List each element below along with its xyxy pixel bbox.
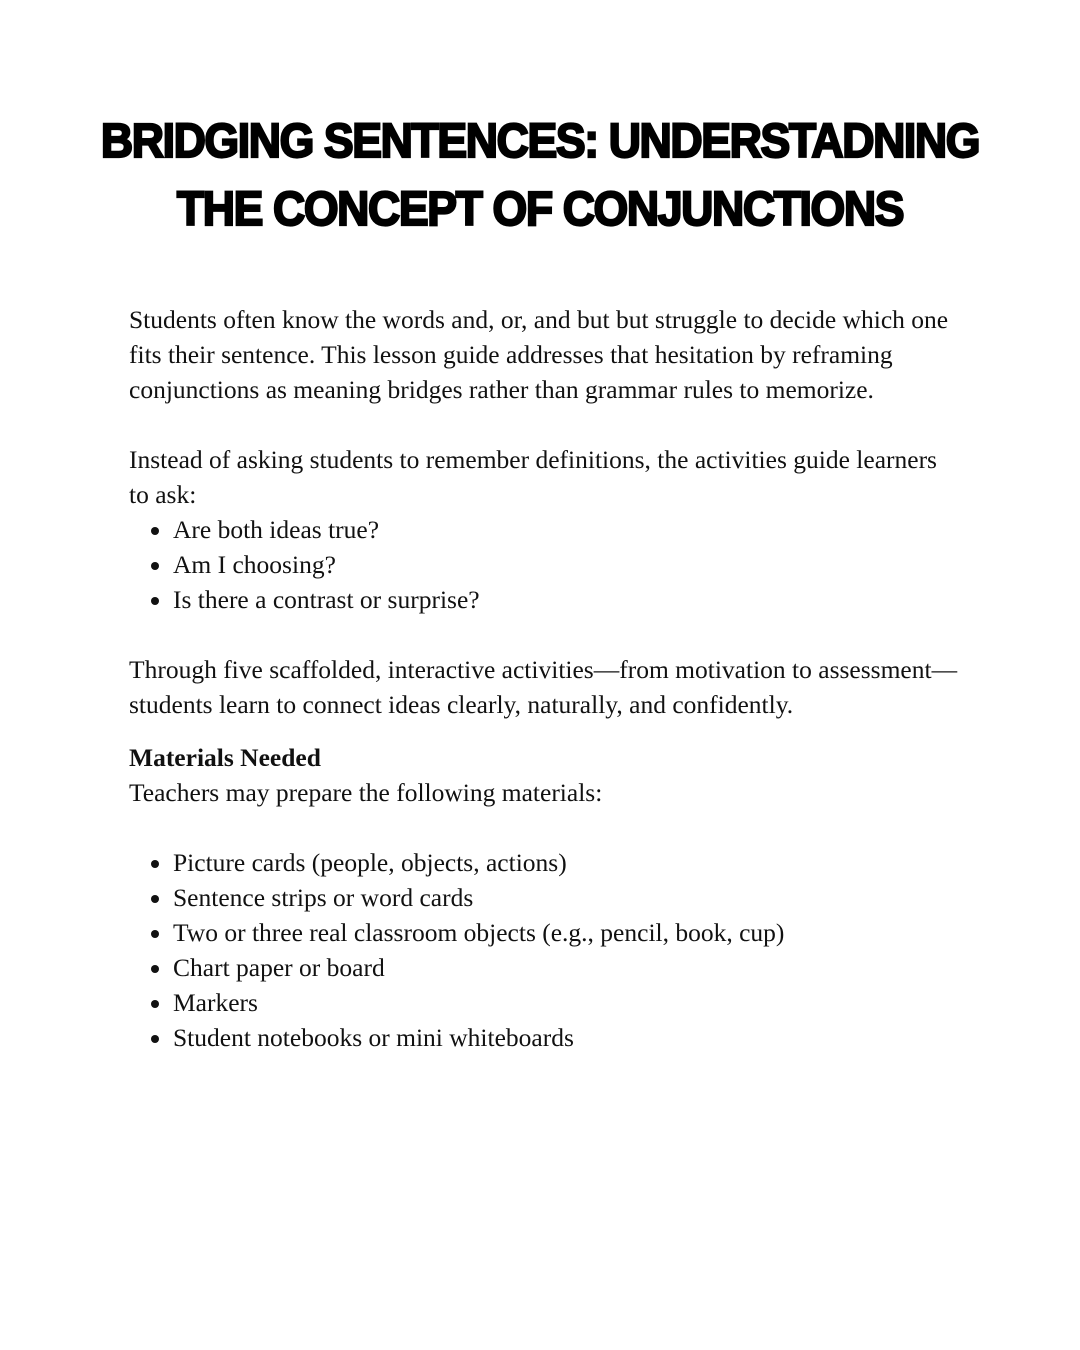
questions-list [129,512,959,617]
list-item: • Sentence strips or word cards [173,880,959,915]
summary-paragraph: Through five scaffolded, interactive activities—from motivation to assessment—students learn to connect ideas clearly, naturally, and confidently. [129,655,958,719]
list-item: • Is there a contrast or surprise? [173,582,959,617]
list-item: • Student notebooks or mini whiteboards [173,1020,959,1055]
list-item: • Two or three real classroom objects (e.g., pencil, book, cup) [173,915,959,950]
page-title [0,108,1080,244]
document-body [129,302,959,1055]
materials-intro: Teachers may prepare the following materials: [129,778,603,807]
materials-heading: Materials Needed [129,743,321,772]
list-item: • Picture cards (people, objects, actions) [173,845,959,880]
title-line-2: THE CONCEPT OF CONJUNCTIONS [176,183,904,236]
title-line-1: BRIDGING SENTENCES: UNDERSTADNING [100,115,980,168]
list-item: • Are both ideas true? [173,512,959,547]
list-item: • Am I choosing? [173,547,959,582]
list-item: • Markers [173,985,959,1020]
list-item: • Chart paper or board [173,950,959,985]
intro-paragraph: Students often know the words and, or, and but but struggle to decide which one fits their sentence. This lesson guide addresses that hesitation by reframing conjunctions as meaning bridges rather than grammar rules to memorize. [129,305,949,404]
questions-intro: Instead of asking students to remember definitions, the activities guide learners to ask: [129,445,937,509]
materials-list [129,845,959,1055]
